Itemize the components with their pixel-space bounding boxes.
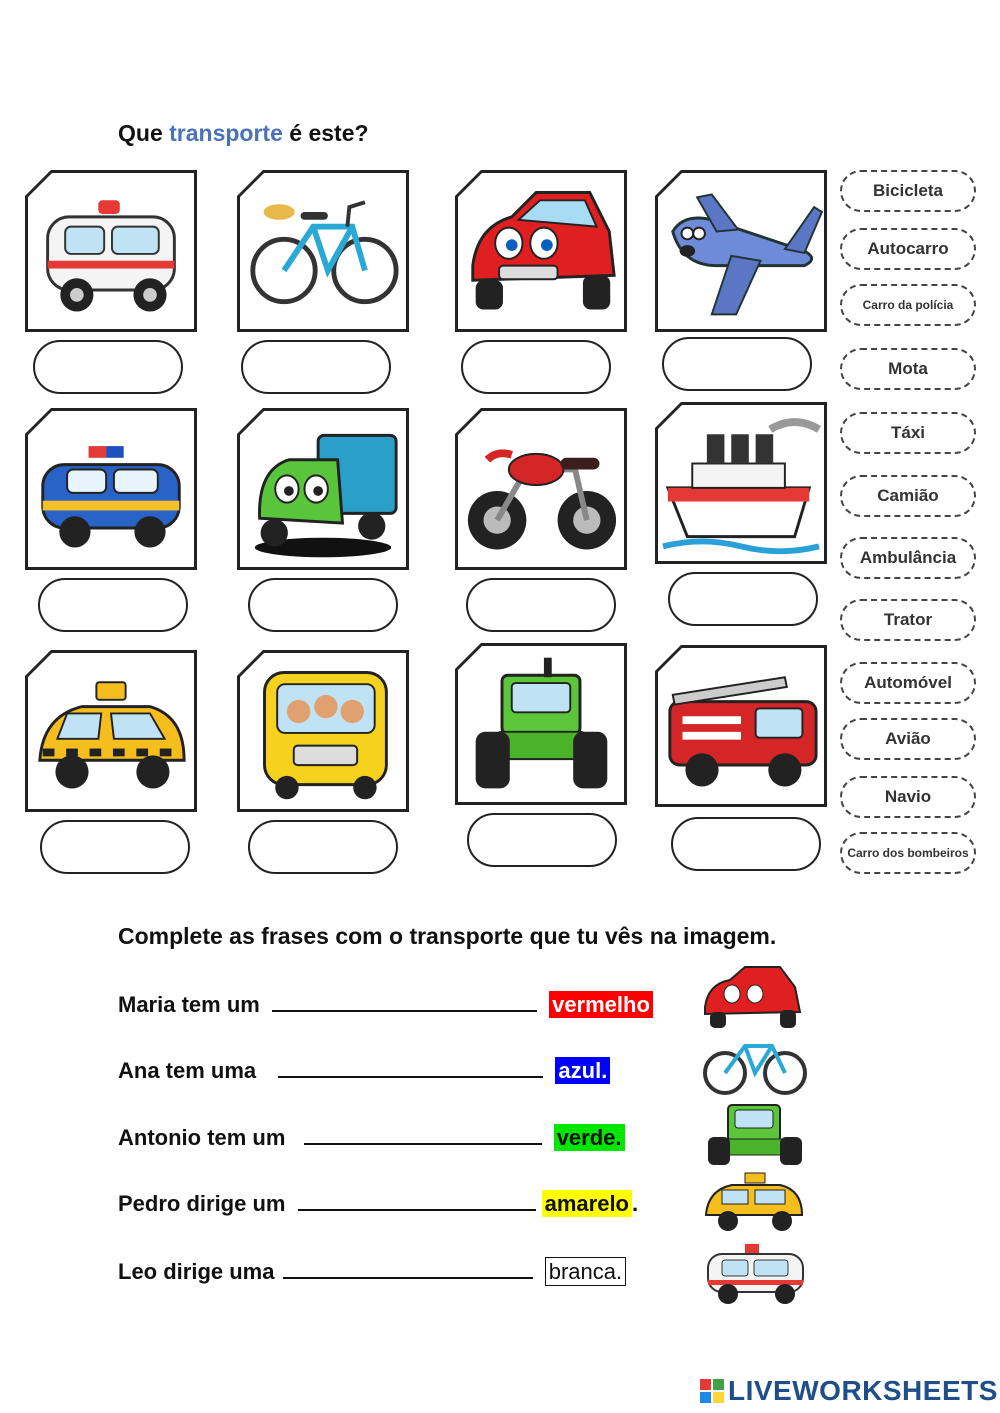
picture-card-truck bbox=[237, 408, 409, 570]
word-taxi[interactable]: Táxi bbox=[840, 412, 976, 454]
sentence-suffix: . bbox=[632, 1191, 639, 1216]
motorcycle-icon bbox=[458, 411, 624, 567]
sentence-2 bbox=[118, 1056, 610, 1084]
answer-box-11[interactable] bbox=[467, 813, 617, 867]
title-pre: Que bbox=[118, 120, 163, 146]
answer-box-9[interactable] bbox=[40, 820, 190, 874]
word-trator[interactable]: Trator bbox=[840, 599, 976, 641]
sentence-text: Maria tem um bbox=[118, 992, 260, 1017]
ambulance-icon bbox=[700, 1236, 810, 1306]
answer-box-10[interactable] bbox=[248, 820, 398, 874]
sentence-text: Ana tem uma bbox=[118, 1058, 257, 1083]
answer-box-1[interactable] bbox=[33, 340, 183, 394]
sentence-text: Antonio tem um bbox=[118, 1125, 286, 1150]
color-word-amarelo: amarelo bbox=[542, 1190, 632, 1217]
picture-card-fire-truck bbox=[655, 645, 827, 807]
word-autocarro[interactable]: Autocarro bbox=[840, 228, 976, 270]
picture-card-red-car bbox=[455, 170, 627, 332]
sentence-4 bbox=[118, 1189, 638, 1217]
sentence-3 bbox=[118, 1123, 625, 1151]
page-title bbox=[118, 120, 369, 147]
word-carro-dos-bombeiros[interactable]: Carro dos bombeiros bbox=[840, 832, 976, 874]
brand-name: LIVEWORKSHEETS bbox=[728, 1375, 998, 1406]
taxi-icon bbox=[700, 1165, 810, 1235]
truck-icon bbox=[240, 411, 406, 567]
word-ambulancia[interactable]: Ambulância bbox=[840, 537, 976, 579]
color-word-azul: azul. bbox=[555, 1057, 610, 1084]
ambulance-icon bbox=[28, 173, 194, 329]
taxi-icon bbox=[28, 653, 194, 809]
bicycle-icon bbox=[700, 1028, 810, 1098]
answer-box-5[interactable] bbox=[38, 578, 188, 632]
tractor-icon bbox=[700, 1097, 810, 1167]
answer-box-6[interactable] bbox=[248, 578, 398, 632]
picture-card-ship bbox=[655, 402, 827, 564]
title-accent: transporte bbox=[169, 120, 283, 146]
answer-box-3[interactable] bbox=[461, 340, 611, 394]
picture-card-bicycle bbox=[237, 170, 409, 332]
sentence-blank-2[interactable] bbox=[278, 1056, 543, 1078]
airplane-icon bbox=[658, 173, 824, 329]
word-aviao[interactable]: Avião bbox=[840, 718, 976, 760]
sentence-blank-1[interactable] bbox=[272, 990, 537, 1012]
sentence-5 bbox=[118, 1257, 626, 1285]
word-mota[interactable]: Mota bbox=[840, 348, 976, 390]
picture-card-tractor bbox=[455, 643, 627, 805]
color-word-verde: verde. bbox=[554, 1124, 625, 1151]
sentence-1 bbox=[118, 990, 653, 1018]
answer-box-8[interactable] bbox=[668, 572, 818, 626]
word-bicicleta[interactable]: Bicicleta bbox=[840, 170, 976, 212]
police-car-icon bbox=[28, 411, 194, 567]
picture-card-police-car bbox=[25, 408, 197, 570]
picture-card-bus bbox=[237, 650, 409, 812]
sentence-blank-4[interactable] bbox=[298, 1189, 536, 1211]
liveworksheets-logo-icon bbox=[700, 1379, 724, 1403]
color-word-vermelho: vermelho bbox=[549, 991, 653, 1018]
fire-truck-icon bbox=[658, 648, 824, 804]
word-camiao[interactable]: Camião bbox=[840, 475, 976, 517]
color-word-branca: branca. bbox=[545, 1257, 626, 1286]
bus-icon bbox=[240, 653, 406, 809]
picture-card-motorcycle bbox=[455, 408, 627, 570]
answer-box-7[interactable] bbox=[466, 578, 616, 632]
section-instruction: Complete as frases com o transporte que tu vês na imagem. bbox=[118, 923, 777, 949]
ship-icon bbox=[658, 405, 824, 561]
word-carro-da-policia[interactable]: Carro da polícia bbox=[840, 284, 976, 326]
bicycle-icon bbox=[240, 173, 406, 329]
liveworksheets-brand bbox=[700, 1373, 998, 1409]
red-car-icon bbox=[700, 962, 810, 1032]
answer-box-12[interactable] bbox=[671, 817, 821, 871]
red-car-icon bbox=[458, 173, 624, 329]
answer-box-2[interactable] bbox=[241, 340, 391, 394]
answer-box-4[interactable] bbox=[662, 337, 812, 391]
title-post: é este? bbox=[289, 120, 369, 146]
sentence-blank-5[interactable] bbox=[283, 1257, 533, 1279]
tractor-icon bbox=[458, 646, 624, 802]
picture-card-airplane bbox=[655, 170, 827, 332]
sentence-text: Leo dirige uma bbox=[118, 1259, 275, 1284]
picture-card-taxi bbox=[25, 650, 197, 812]
picture-card-ambulance bbox=[25, 170, 197, 332]
word-automovel[interactable]: Automóvel bbox=[840, 662, 976, 704]
sentence-text: Pedro dirige um bbox=[118, 1191, 286, 1216]
sentence-blank-3[interactable] bbox=[304, 1123, 542, 1145]
word-navio[interactable]: Navio bbox=[840, 776, 976, 818]
